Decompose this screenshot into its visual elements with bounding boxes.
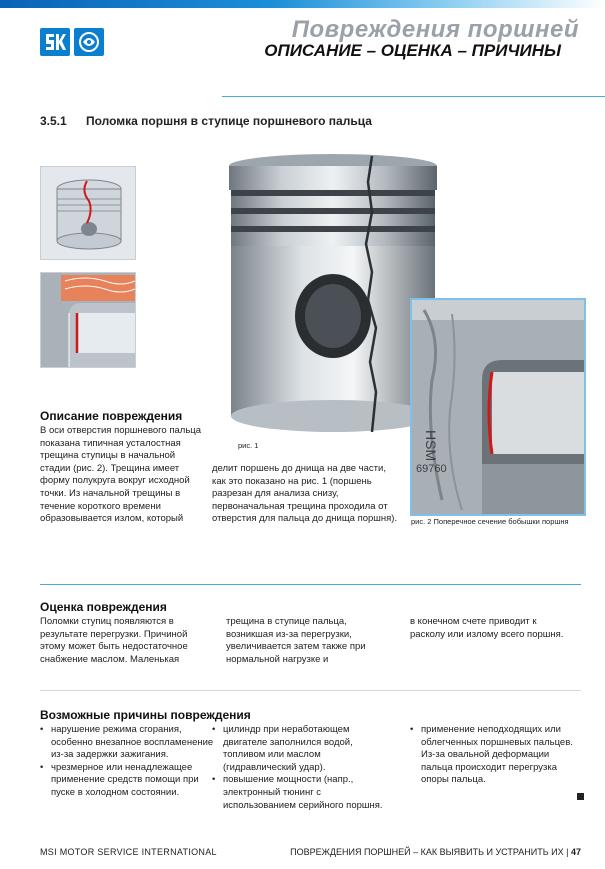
figure-2-caption: рис. 2 Поперечное сечение бобышки поршня — [411, 517, 569, 526]
top-gradient-bar — [0, 0, 605, 8]
page-subtitle: ОПИСАНИЕ – ОЦЕНКА – ПРИЧИНЫ — [264, 41, 561, 60]
list-item: • нарушение режима сгорания, особенно внезапное воспламенение из-за задержки зажигания. — [38, 724, 218, 762]
msi-emblem-logo — [74, 28, 104, 56]
description-heading: Описание повреждения — [40, 409, 183, 423]
section-title: Поломка поршня в ступице поршневого пальца — [86, 114, 372, 128]
stamp-number: 69760 — [416, 463, 447, 475]
footer-chapter — [290, 847, 581, 857]
causes-heading: Возможные причины повреждения — [40, 708, 251, 722]
list-item: • применение неподходящих или облегченных поршневых пальцев. Из-за овальной деформации пальца происходит перегрузка опоры пальца. — [408, 724, 580, 787]
section-number: 3.5.1 — [40, 114, 67, 128]
emblem-icon — [74, 28, 104, 56]
causes-list-col1 — [38, 724, 218, 800]
piston-sketch-thumbnail — [40, 166, 136, 260]
boss-cross-section-photo — [410, 298, 586, 516]
ks-logo — [40, 28, 70, 56]
section-divider-2 — [40, 690, 581, 691]
footer-chapter-text: ПОВРЕЖДЕНИЯ ПОРШНЕЙ – КАК ВЫЯВИТЬ И УСТРАНИТЬ ИХ | — [290, 847, 569, 857]
page-number: 47 — [570, 847, 581, 857]
list-item: • повышение мощности (напр., электронный тюнинг с использованием серийного поршня. — [210, 774, 394, 812]
header-rule — [222, 96, 605, 97]
figure-1-caption: рис. 1 — [238, 441, 259, 450]
description-text-col1: В оси отверстия поршневого пальца показана типичная усталостная трещина ступицы в начальной стадии (рис. 2). Трещина имеет форму полукруга вокруг исходной точки. Из начальной трещины в течение короткого времени образовывается излом, который — [40, 425, 201, 525]
description-text-col2: делит поршень до днища на две части, как это показано на рис. 1 (поршень разрезан для анализа снизу, первоначальная трещина проходила от отверстия для пальца до днища поршня). — [212, 463, 398, 525]
cross-section-sketch-thumbnail — [40, 272, 136, 368]
ks-logo-icon — [40, 28, 70, 56]
assessment-text-col3: в конечном счете приводит к расколу или излому всего поршня. — [410, 616, 564, 640]
assessment-text-col2: трещина в ступице пальца, возникшая из-за перегрузки, увеличивается затем также при нормальной нагрузке и — [226, 616, 366, 665]
end-of-section-square — [577, 793, 584, 800]
causes-list-col3 — [408, 724, 580, 787]
stamp-text: HSM — [423, 430, 439, 462]
page-title: Повреждения поршней — [291, 16, 579, 43]
section-divider-1 — [40, 584, 581, 585]
causes-list-col2 — [210, 724, 394, 812]
footer-company: MSI MOTOR SERVICE INTERNATIONAL — [40, 847, 217, 857]
list-item: • чрезмерное или ненадлежащее применение средств помощи при пуске в холодном состоянии. — [38, 762, 218, 800]
assessment-text-col1: Поломки ступиц появляются в результате перегрузки. Причиной этому может быть недостаточное снабжение маслом. Маленькая — [40, 616, 188, 665]
list-item: • цилиндр при неработающем двигателе заполнился водой, топливом или маслом (гидравлический удар). — [210, 724, 394, 774]
assessment-heading: Оценка повреждения — [40, 600, 167, 614]
